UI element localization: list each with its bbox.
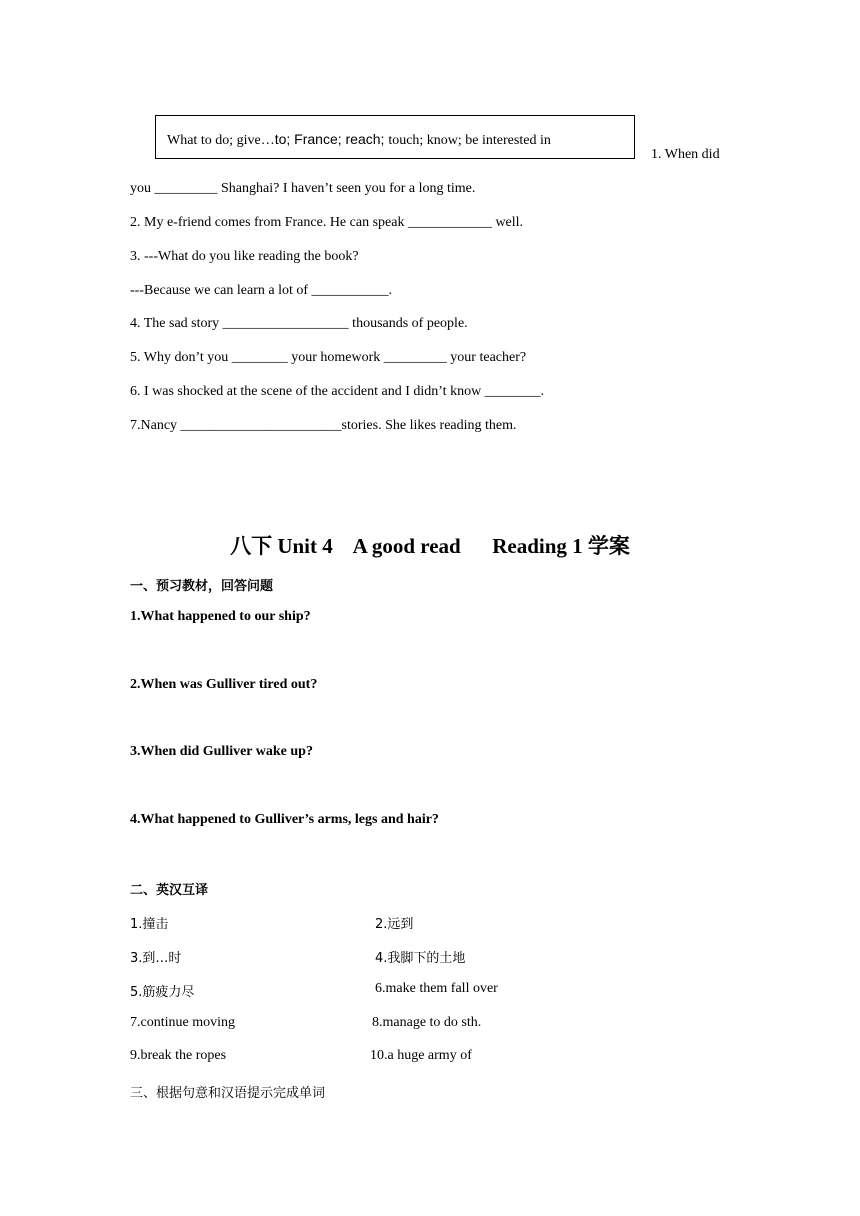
translate-item-7: 7.continue moving bbox=[130, 1015, 235, 1030]
translate-item-2: 2.远到 bbox=[375, 917, 414, 932]
exercise-q3b: ---Because we can learn a lot of ___________. bbox=[130, 283, 393, 298]
exercise-q1-start: 1. When did bbox=[651, 147, 720, 162]
exercise-q2: 2. My e-friend comes from France. He can speak ____________ well. bbox=[130, 215, 524, 230]
translate-item-8: 8.manage to do sth. bbox=[372, 1015, 482, 1030]
section1-heading: 一、预习教材，回答问题 bbox=[130, 579, 274, 594]
exercise-q7: 7.Nancy _______________________stories. She likes reading them. bbox=[130, 418, 517, 433]
page-title: 八下 Unit 4 A good read Reading 1 学案 bbox=[230, 534, 630, 558]
exercise-q5: 5. Why don’t you ________ your homework _________ your teacher? bbox=[130, 350, 527, 365]
translate-item-6: 6.make them fall over bbox=[375, 981, 498, 996]
exercise-q6: 6. I was shocked at the scene of the accident and I didn’t know ________. bbox=[130, 384, 545, 399]
section1-question-2: 2.When was Gulliver tired out? bbox=[130, 677, 318, 692]
section1-question-3: 3.When did Gulliver wake up? bbox=[130, 744, 313, 759]
exercise-q3a: 3. ---What do you like reading the book? bbox=[130, 249, 359, 264]
word-bank-box bbox=[155, 115, 635, 159]
section3-heading: 三、根据句意和汉语提示完成单词 bbox=[130, 1086, 326, 1101]
word-bank-part-1: What to do; give… bbox=[167, 133, 275, 148]
translate-item-9: 9.break the ropes bbox=[130, 1048, 227, 1063]
translate-item-3: 3.到…时 bbox=[130, 951, 182, 966]
word-bank-part-3: touch; know; be interested in bbox=[388, 133, 551, 148]
translate-item-4: 4.我脚下的土地 bbox=[375, 951, 466, 966]
exercise-q4: 4. The sad story __________________ thousands of people. bbox=[130, 316, 468, 331]
section1-question-1: 1.What happened to our ship? bbox=[130, 609, 311, 624]
word-bank-part-2: to; France; reach; bbox=[274, 131, 389, 147]
exercise-q1-rest: you _________ Shanghai? I haven’t seen you for a long time. bbox=[130, 181, 476, 196]
section2-heading: 二、英汉互译 bbox=[130, 883, 209, 898]
translate-item-5: 5.筋疲力尽 bbox=[130, 985, 195, 1000]
section1-question-4: 4.What happened to Gulliver’s arms, legs and hair? bbox=[130, 812, 439, 827]
word-bank-text bbox=[167, 131, 551, 149]
translate-item-1: 1.撞击 bbox=[130, 917, 169, 932]
translate-item-10: 10.a huge army of bbox=[370, 1048, 472, 1063]
